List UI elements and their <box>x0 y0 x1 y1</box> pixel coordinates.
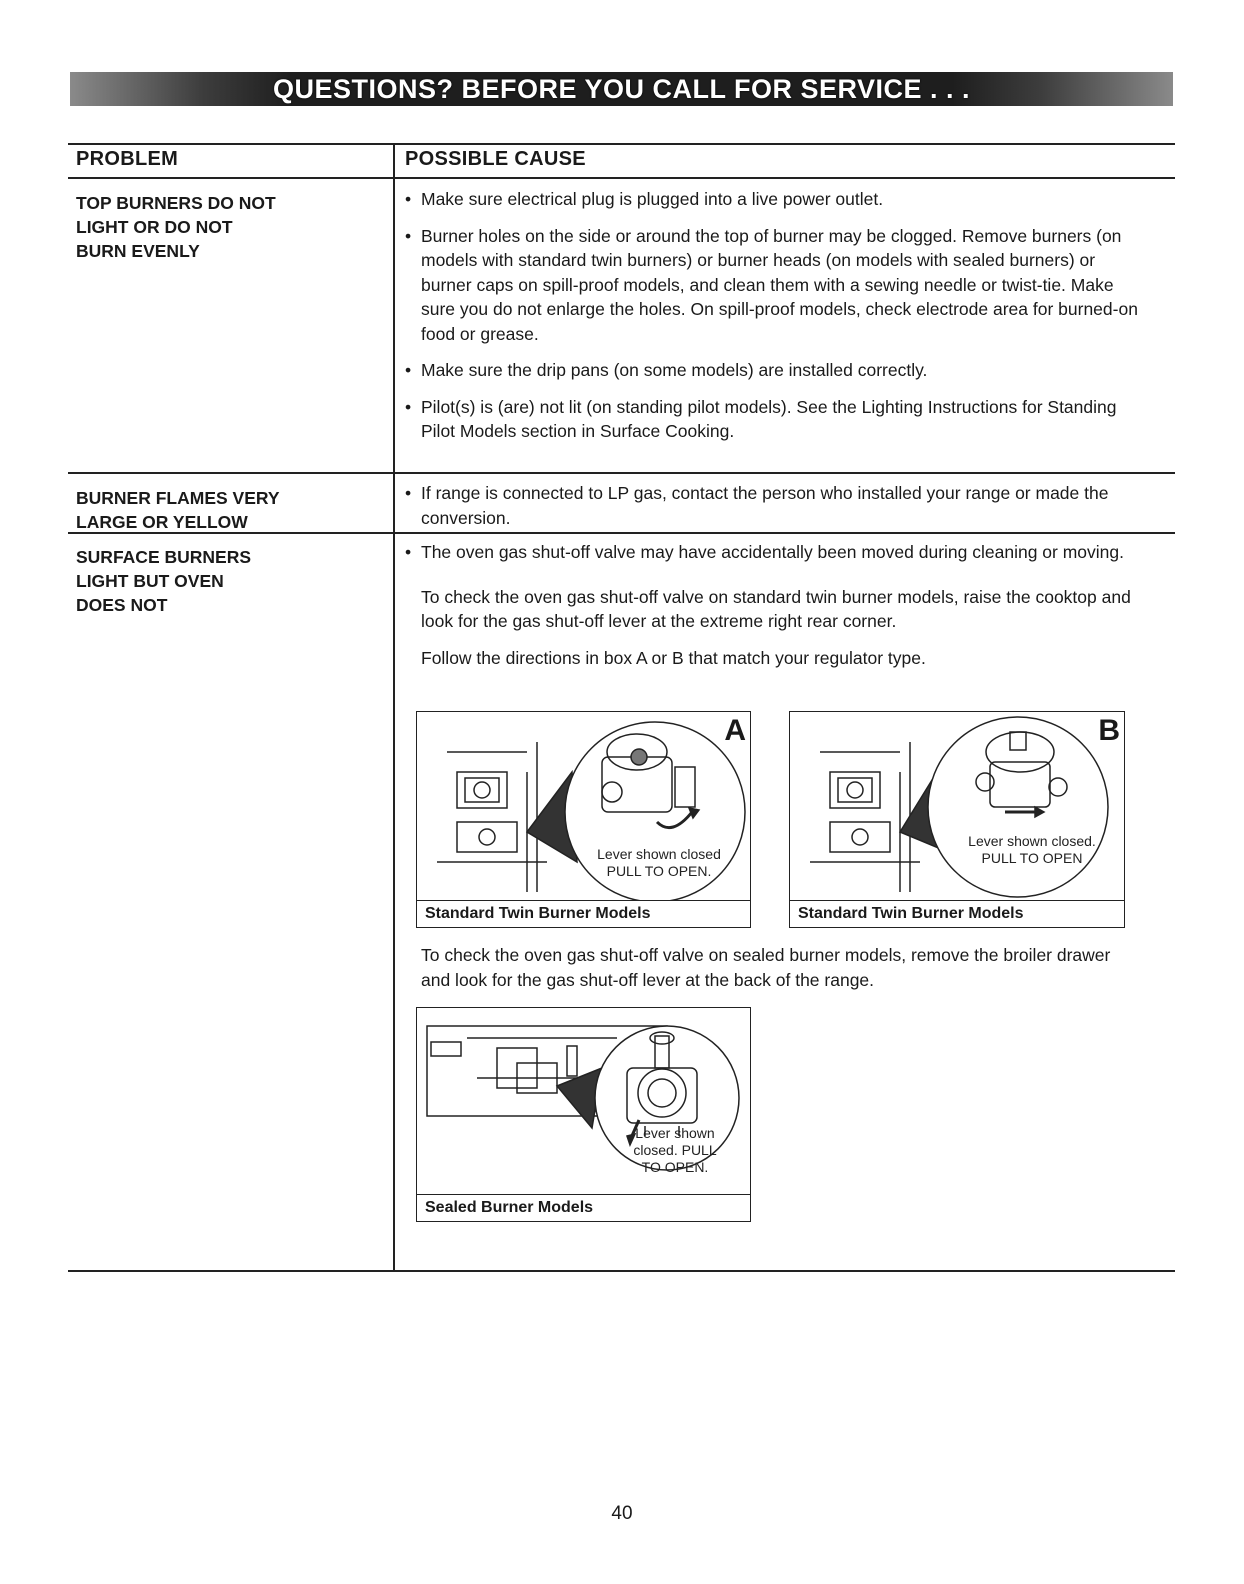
caption-rule <box>417 1194 750 1196</box>
figure-sealed <box>416 1007 751 1222</box>
figure-b <box>789 711 1125 928</box>
lever-instruction-sealed-2: TO OPEN. <box>641 1159 709 1175</box>
figure-caption-a: Standard Twin Burner Models <box>425 905 651 922</box>
page-number: 40 <box>611 1503 633 1524</box>
cause-item: • Make sure electrical plug is plugged into a live power outlet. <box>405 187 1145 212</box>
figure-letter-a: A <box>724 714 746 747</box>
cause-item: • Make sure the drip pans (on some models) are installed correctly. <box>405 358 1145 383</box>
cause-text: The oven gas shut-off valve may have accidentally been moved during cleaning or moving. <box>421 542 1124 562</box>
table-bottom-rule <box>68 1270 1175 1272</box>
problem-line: BURN EVENLY <box>76 241 200 261</box>
banner-title: QUESTIONS? BEFORE YOU CALL FOR SERVICE . . . <box>272 73 971 104</box>
problem-line: DOES NOT <box>76 595 168 615</box>
row-divider-1 <box>68 472 1175 474</box>
lever-label-a: Lever shown closed <box>597 846 721 862</box>
sealed-instruction-paragraph: To check the oven gas shut-off valve on sealed burner models, remove the broiler drawer and look for the gas shut-off lever at the back of the range. <box>421 945 1111 990</box>
cause-text: Pilot(s) is (are) not lit (on standing pilot models). See the Lighting Instructions for Standing Pilot Models section in Surface Cooking. <box>421 396 1117 441</box>
problem-line: LIGHT BUT OVEN <box>76 571 224 591</box>
lever-label-b: Lever shown closed. <box>968 833 1096 849</box>
problem-row-2 <box>76 486 376 534</box>
regulator-a-illustration <box>417 712 750 900</box>
caption-rule <box>417 900 750 902</box>
problem-line: SURFACE BURNERS <box>76 547 252 567</box>
figure-caption-b: Standard Twin Burner Models <box>798 905 1024 922</box>
problem-line: BURNER FLAMES VERY <box>76 488 280 508</box>
cause-item: • Pilot(s) is (are) not lit (on standing pilot models). See the Lighting Instructions for Standing Pilot Models section in Surface Cooking. <box>405 395 1145 444</box>
cause-text: Burner holes on the side or around the top of burner may be clogged. Remove burners (on models with standard twin burners) or burner heads (on models with sealed burners) or burner caps on spill-proof models, and clean them with a sewing needle or twist-tie. Make sure you do not enlarge the holes. On spill-proof models, check electrode area for burned-on food or grease. <box>421 225 1138 344</box>
cause-item: • The oven gas shut-off valve may have accidentally been moved during cleaning or moving. <box>405 540 1145 565</box>
lever-instruction-sealed: closed. PULL <box>633 1142 717 1158</box>
cause-text: Make sure electrical plug is plugged into a live power outlet. <box>421 189 884 209</box>
cause-text: Make sure the drip pans (on some models) are installed correctly. <box>421 360 928 380</box>
header-problem: PROBLEM <box>76 148 179 170</box>
figure-a <box>416 711 751 928</box>
cause-row-2 <box>405 481 1145 530</box>
figure-caption-sealed: Sealed Burner Models <box>425 1199 594 1216</box>
problem-line: TOP BURNERS DO NOT <box>76 193 276 213</box>
regulator-b-illustration <box>790 712 1124 900</box>
lever-instruction-a: PULL TO OPEN. <box>606 863 712 879</box>
column-divider <box>393 145 395 1271</box>
figure-letter-b: B <box>1098 714 1120 747</box>
instruction-paragraph: Follow the directions in box A or B that match your regulator type. <box>421 647 926 668</box>
cause-item: • Burner holes on the side or around the top of burner may be clogged. Remove burners (on models with standard twin burners) or burner heads (on models with sealed burners) or burner caps on spill-proof models, and clean them with a sewing needle or twist-tie. Make sure you do not enlarge the holes. On spill-proof models, check electrode area for burned-on food or grease. <box>405 224 1145 347</box>
problem-line: LARGE OR YELLOW <box>76 512 248 532</box>
problem-row-1 <box>76 191 376 263</box>
sealed-regulator-illustration <box>417 1008 750 1194</box>
lever-instruction-b: PULL TO OPEN <box>981 850 1083 866</box>
header-rule <box>68 177 1175 179</box>
cause-item: • If range is connected to LP gas, contact the person who installed your range or made the conversion. <box>405 481 1145 530</box>
lever-label-sealed: Lever shown <box>635 1125 715 1141</box>
caption-rule <box>790 900 1124 902</box>
header-possible-cause: POSSIBLE CAUSE <box>405 148 586 170</box>
problem-line: LIGHT OR DO NOT <box>76 217 233 237</box>
table-top-rule <box>68 143 1175 145</box>
cause-text: If range is connected to LP gas, contact the person who installed your range or made the conversion. <box>421 483 1109 528</box>
cause-row-3 <box>405 540 1145 670</box>
page-banner <box>70 72 1173 106</box>
instruction-paragraph: To check the oven gas shut-off valve on standard twin burner models, raise the cooktop and look for the gas shut-off lever at the extreme right rear corner. <box>421 586 1131 631</box>
cause-row-1 <box>405 187 1145 444</box>
problem-row-3 <box>76 545 376 617</box>
